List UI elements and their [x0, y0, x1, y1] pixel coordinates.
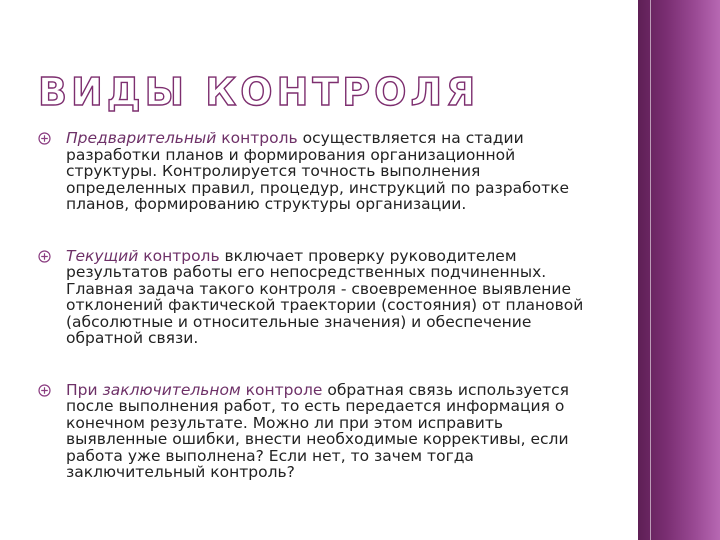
slide-title: ВИДЫ КОНТРОЛЯ	[38, 70, 480, 114]
list-item	[38, 130, 598, 213]
item-highlight-italic: Предварительный	[66, 129, 217, 147]
item-highlight-plain: контроль	[216, 129, 298, 147]
item-highlight-prefix: При	[66, 380, 103, 399]
item-highlight-plain: контроль	[138, 246, 220, 265]
item-highlight-plain: контроле	[240, 380, 323, 399]
circled-cross-bullet-icon	[38, 384, 51, 397]
decorative-side-line	[650, 0, 651, 540]
item-highlight-italic: заключительном	[102, 380, 241, 399]
list-item	[38, 248, 598, 347]
item-text: осуществляется на стадии разработки планов и формирования организационной структуры. Контролируется точность выполнения определенных правил, процедур, инструкций по разработке планов, формированию структуры организации.	[66, 129, 570, 213]
list-item	[38, 382, 598, 481]
circled-cross-bullet-icon	[38, 250, 51, 263]
bullet-list	[38, 130, 598, 516]
item-highlight-italic: Текущий	[66, 246, 139, 265]
item-text: обратная связь используется после выполнения работ, то есть передается информация о конечном результате. Можно ли при этом исправить выявленные ошибки, внести необходимые коррективы, если работа уже выполнена? Если нет, то зачем тогда заключительный контроль?	[66, 380, 570, 481]
circled-cross-bullet-icon	[38, 132, 51, 145]
item-text: включает проверку руководителем результатов работы его непосредственных подчиненных. Главная задача такого контроля - своевременное выявление отклонений фактической траектории (состояния) от плановой (абсолютные и относительные значения) и обеспечение обратной связи.	[66, 246, 584, 347]
